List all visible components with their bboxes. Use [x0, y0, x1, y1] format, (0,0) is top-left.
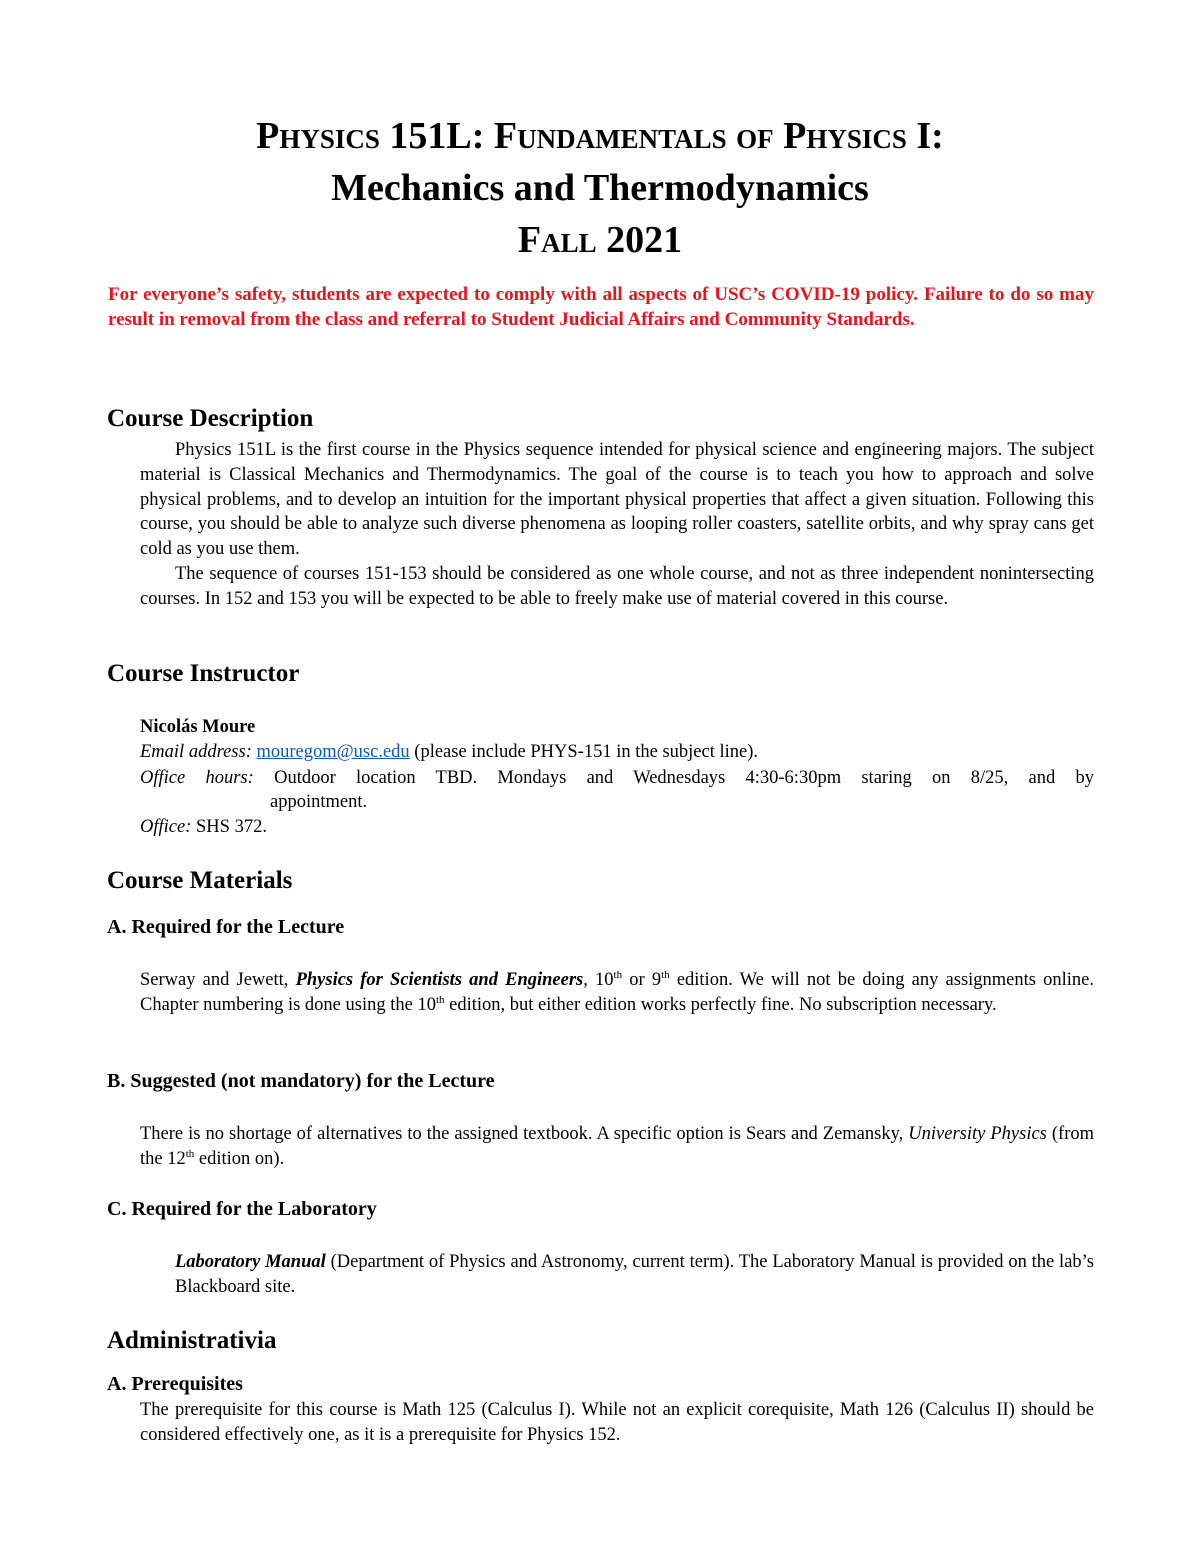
- instructor-email-link[interactable]: mouregom@usc.edu: [256, 742, 410, 762]
- suggested-lecture-text: There is no shortage of alternatives to the assigned textbook. A specific option is Sears and Zemansky, University Physics (from the 12th edition on).: [140, 1124, 1095, 1169]
- title-line-1: Physics 151L: Fundamentals of Physics I:: [256, 115, 944, 157]
- prerequisites-text: The prerequisite for this course is Math 125 (Calculus I). While not an explicit corequisite, Math 126 (Calculus II) should be considered effectively one, as it is a prerequisite for Physics 152.: [140, 1400, 1094, 1445]
- office-hours-text: Outdoor location TBD. Mondays and Wednesdays 4:30-6:30pm staring on 8/25, and by: [274, 768, 1095, 788]
- instructor-email-line: [140, 740, 758, 764]
- office-label: Office:: [140, 817, 192, 837]
- office-hours-continued: appointment.: [270, 792, 368, 812]
- course-description-heading: Course Description: [107, 405, 314, 432]
- textbook-title: Physics for Scientists and Engineers: [295, 970, 584, 990]
- required-lab-text: Laboratory Manual (Department of Physics and Astronomy, current term). The Laboratory Manual is provided on the lab’s Blackboard site.: [175, 1252, 1095, 1297]
- title-line-3: Fall 2021: [517, 219, 683, 261]
- required-lab-heading: C. Required for the Laboratory: [107, 1198, 377, 1220]
- suggested-lecture-heading: B. Suggested (not mandatory) for the Lecture: [107, 1070, 495, 1092]
- lab-manual-title: Laboratory Manual: [175, 1252, 326, 1272]
- course-description-paragraph-2: The sequence of courses 151-153 should be considered as one whole course, and not as three independent nonintersecting courses. In 152 and 153 you will be expected to be able to freely make use of material covered in this course.: [140, 564, 1094, 609]
- course-materials-heading: Course Materials: [107, 867, 293, 894]
- office-hours-line: [140, 766, 1094, 790]
- email-note: (please include PHYS-151 in the subject line).: [414, 742, 759, 762]
- course-description-paragraph-1: Physics 151L is the first course in the Physics sequence intended for physical science and engineering majors. The subject material is Classical Mechanics and Thermodynamics. The goal of the course is to teach you how to approach and solve physical problems, and to develop an intuition for the important physical properties that affect a given situation. Following this course, you should be able to analyze such diverse phenomena as looping roller coasters, satellite orbits, and why spray cans get cold as you use them.: [140, 440, 1094, 560]
- alt-textbook-title: University Physics: [908, 1124, 1047, 1144]
- instructor-name: Nicolás Moure: [140, 717, 256, 737]
- course-instructor-heading: Course Instructor: [107, 660, 300, 687]
- document-title: [0, 110, 1200, 266]
- covid-notice: For everyone’s safety, students are expected to comply with all aspects of USC’s COVID-19 policy. Failure to do so may result in removal from the class and referral to Student Judicial Affairs and Community Standards.: [108, 284, 1094, 330]
- required-lecture-heading: A. Required for the Lecture: [107, 916, 345, 938]
- prerequisites-heading: A. Prerequisites: [107, 1373, 243, 1395]
- office-value: SHS 372.: [196, 817, 267, 837]
- office-line: [140, 815, 267, 839]
- email-label: Email address:: [140, 742, 252, 762]
- required-lecture-text: Serway and Jewett, Physics for Scientists and Engineers, 10th or 9th edition. We will not be doing any assignments online. Chapter numbering is done using the 10th edition, but either edition works perfectly fine. No subscription necessary.: [140, 968, 1094, 1015]
- title-line-2: Mechanics and Thermodynamics: [331, 167, 869, 209]
- office-hours-label: Office hours:: [140, 768, 254, 788]
- administrativia-heading: Administrativia: [107, 1327, 277, 1354]
